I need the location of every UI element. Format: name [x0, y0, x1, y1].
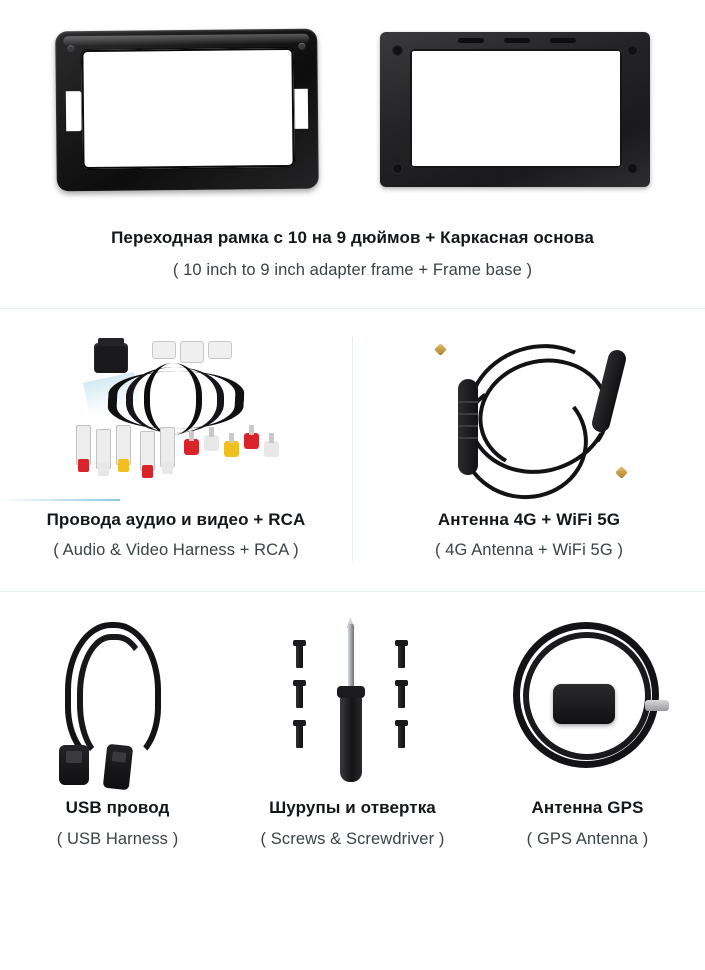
harness-connector [96, 429, 111, 469]
item-usb-harness [0, 610, 235, 850]
gps-caption-en: ( GPS Antenna ) [526, 829, 649, 848]
frame-base-tab [392, 45, 403, 56]
section-frames [0, 0, 705, 309]
section-accessories [0, 610, 705, 850]
frame-base-tab [392, 163, 403, 174]
screw-icon [398, 644, 405, 668]
gps-antenna-art [470, 610, 705, 795]
wiring-harness-art [0, 331, 352, 501]
antenna-icon [414, 335, 644, 503]
frame-base-slot [504, 38, 530, 43]
harness-connector [140, 431, 155, 471]
adapter-frame-item [56, 30, 318, 190]
harness-caption-en: ( Audio & Video Harness + RCA ) [53, 540, 299, 559]
harness-connector [160, 427, 175, 467]
harness-white-plug [152, 341, 176, 359]
antenna-connector-gold [615, 466, 628, 479]
frame-notch-right [291, 88, 307, 128]
screwdriver-icon [268, 610, 438, 790]
harness-white-plug [208, 341, 232, 359]
gps-antenna-icon [503, 618, 673, 788]
frame-base-slot [458, 38, 484, 43]
usb-caption-ru: USB провод [65, 798, 170, 818]
item-screws-screwdriver [235, 610, 470, 850]
screwdriver-art [235, 610, 470, 795]
frame-screw-left [67, 45, 74, 52]
usb-cable-art [0, 610, 235, 795]
frames-caption-en: ( 10 inch to 9 inch adapter frame + Frame base ) [172, 261, 533, 280]
frames-caption-ru: Переходная рамка с 10 на 9 дюймов + Каркасная основа [111, 228, 594, 247]
gps-receiver-puck [553, 684, 615, 724]
antenna-body [458, 379, 478, 475]
screw-icon [398, 724, 405, 748]
screws-caption-en: ( Screws & Screwdriver ) [260, 829, 445, 848]
harness-black-plug [94, 343, 128, 373]
rca-plug-yellow [224, 441, 239, 457]
gps-connector [645, 700, 669, 711]
harness-caption-ru: Провода аудио и видео + RCA [46, 509, 306, 529]
antenna-caption-en: ( 4G Antenna + WiFi 5G ) [434, 540, 624, 559]
frames-captions [0, 227, 705, 282]
section-divider [0, 591, 705, 592]
frame-highlight [63, 33, 309, 46]
screw-icon [296, 724, 303, 748]
frame-base-tab [627, 163, 638, 174]
harness-connector [116, 425, 131, 465]
frame-base-slot [550, 38, 576, 43]
harness-connectors [70, 425, 284, 497]
screw-icon [296, 644, 303, 668]
screws-caption-ru: Шурупы и отвертка [269, 798, 436, 818]
frame-notch-left [65, 91, 81, 131]
item-4g-wifi-antenna [353, 331, 705, 562]
screw-icon [296, 684, 303, 708]
rca-plug-white [204, 435, 219, 451]
usb-connector [59, 745, 89, 785]
antenna-connector-gold [434, 343, 447, 356]
harness-white-plug [180, 341, 204, 363]
adapter-frame-icon [55, 28, 319, 191]
section-harness-antenna [0, 331, 705, 562]
antenna-art [353, 331, 705, 501]
decorative-line [0, 499, 120, 501]
usb-connector [102, 744, 132, 790]
usb-caption-en: ( USB Harness ) [56, 829, 179, 848]
rca-plug-red [244, 433, 259, 449]
usb-cable-icon [43, 616, 193, 791]
antenna-caption-ru: Антенна 4G + WiFi 5G [437, 509, 621, 529]
item-gps-antenna [470, 610, 705, 850]
rca-plug-red [184, 439, 199, 455]
wiring-harness-icon [56, 337, 296, 502]
frame-base-tab [627, 45, 638, 56]
item-audio-video-harness [0, 331, 352, 562]
frame-screw-right [298, 42, 305, 49]
frame-base-item [380, 32, 650, 187]
frames-row [0, 22, 705, 197]
harness-connector [76, 425, 91, 465]
screw-icon [398, 684, 405, 708]
gps-caption-ru: Антенна GPS [531, 798, 644, 818]
screwdriver-handle [340, 694, 362, 782]
section-divider [0, 308, 705, 309]
rca-plug-white [264, 441, 279, 457]
frame-base-icon [380, 32, 650, 187]
